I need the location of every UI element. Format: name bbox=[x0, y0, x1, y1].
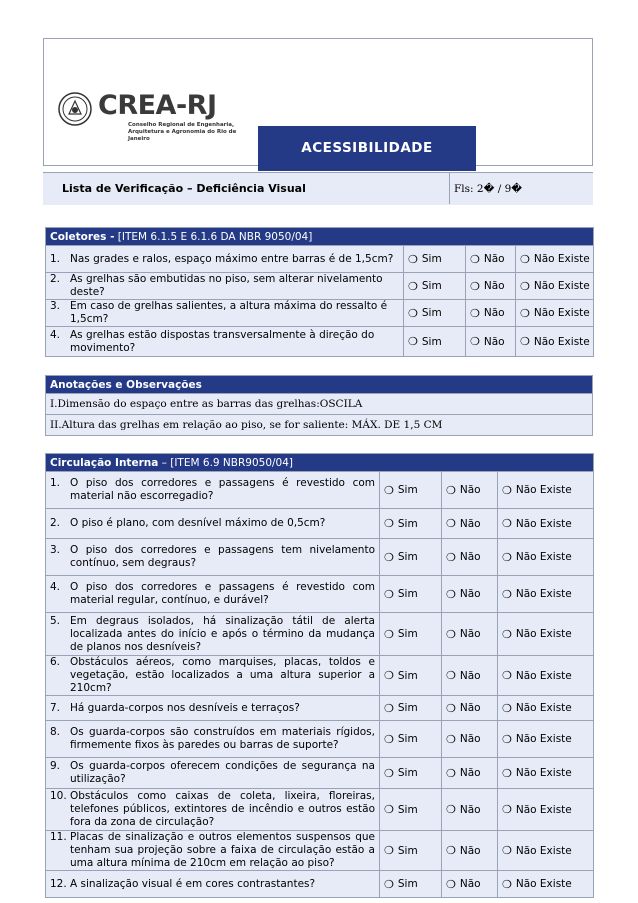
option-nao-existe[interactable] bbox=[502, 484, 572, 497]
option-label: Não bbox=[459, 733, 481, 745]
radio-circle-icon[interactable]: ❍ bbox=[446, 701, 456, 715]
question-row bbox=[46, 300, 594, 327]
option-nao-existe[interactable] bbox=[502, 878, 572, 891]
option-label: Não bbox=[459, 844, 481, 857]
question-text: Obstáculos como caixas de coleta, lixeira, floreiras, telefones públicos, extintores de incêndio e outros estão fora da zona de circulação? bbox=[70, 790, 375, 828]
option-nao[interactable] bbox=[470, 307, 505, 320]
question-text: O piso dos corredores e passagens é revestido com material não escorregadio? bbox=[70, 477, 375, 502]
question-cell bbox=[46, 539, 380, 576]
option-label: Sim bbox=[421, 335, 442, 348]
option-nao-cell bbox=[442, 539, 498, 576]
question-row bbox=[46, 758, 594, 789]
option-label: Não bbox=[483, 307, 505, 319]
option-label: Sim bbox=[421, 307, 442, 319]
question-cell bbox=[46, 656, 380, 696]
option-nao-existe-cell bbox=[498, 613, 594, 656]
question-number: 6. bbox=[50, 656, 61, 668]
option-label: Sim bbox=[397, 844, 418, 857]
option-nao-existe-cell bbox=[498, 721, 594, 758]
option-label: Não Existe bbox=[533, 307, 590, 319]
option-label: Não Existe bbox=[515, 702, 572, 714]
option-nao-cell bbox=[442, 696, 498, 721]
logo-text: CREA-RJ bbox=[98, 90, 217, 121]
option-sim[interactable] bbox=[408, 253, 442, 266]
option-sim[interactable] bbox=[384, 669, 418, 682]
radio-circle-icon[interactable]: ❍ bbox=[470, 279, 480, 293]
radio-circle-icon[interactable]: ❍ bbox=[446, 517, 456, 530]
question-cell bbox=[46, 789, 380, 831]
form-header bbox=[43, 38, 593, 195]
option-nao-cell bbox=[442, 576, 498, 613]
list-title: Lista de Verificação – Deficiência Visual bbox=[62, 182, 306, 195]
option-sim[interactable] bbox=[384, 551, 418, 564]
option-label: Sim bbox=[421, 280, 442, 292]
radio-circle-icon[interactable]: ❍ bbox=[502, 766, 512, 780]
option-sim[interactable] bbox=[408, 280, 442, 293]
question-number: 9. bbox=[50, 760, 61, 772]
option-sim[interactable] bbox=[384, 733, 418, 746]
radio-circle-icon[interactable]: ❍ bbox=[520, 252, 530, 266]
option-sim-cell bbox=[380, 472, 442, 509]
question-text: Obstáculos aéreos, como marquises, placas, toldos e vegetação, estão localizados a uma altura superior a 210cm? bbox=[70, 656, 375, 694]
option-sim-cell bbox=[380, 576, 442, 613]
option-label: Não bbox=[483, 253, 505, 265]
option-nao[interactable] bbox=[470, 335, 505, 348]
option-nao[interactable] bbox=[446, 803, 481, 816]
option-nao-cell bbox=[442, 509, 498, 539]
option-nao-existe-cell bbox=[516, 300, 594, 327]
question-row bbox=[46, 613, 594, 656]
question-row bbox=[46, 831, 594, 871]
radio-circle-icon[interactable]: ❍ bbox=[502, 587, 512, 601]
note-row bbox=[46, 415, 593, 436]
option-label: Sim bbox=[397, 803, 418, 816]
question-cell bbox=[46, 576, 380, 613]
option-sim[interactable] bbox=[408, 335, 442, 348]
option-nao-existe[interactable] bbox=[502, 588, 572, 601]
question-text: Os guarda-corpos são construídos em materiais rígidos, firmemente fixos às paredes ou barras de suporte? bbox=[70, 726, 375, 751]
radio-circle-icon[interactable]: ❍ bbox=[408, 252, 418, 266]
option-nao-existe-cell bbox=[498, 472, 594, 509]
option-nao-existe-cell bbox=[498, 539, 594, 576]
option-sim[interactable] bbox=[384, 803, 418, 816]
option-sim-cell bbox=[380, 789, 442, 831]
option-label: Não bbox=[459, 588, 481, 600]
radio-circle-icon[interactable]: ❍ bbox=[384, 766, 394, 780]
option-sim-cell bbox=[404, 273, 466, 300]
option-nao-existe[interactable] bbox=[502, 767, 572, 780]
section-title: Anotações e Observações bbox=[50, 378, 202, 391]
question-row bbox=[46, 246, 594, 273]
option-label: Não Existe bbox=[515, 733, 572, 745]
question-cell bbox=[46, 696, 380, 721]
note-text: II.Altura das grelhas em relação ao piso, se for saliente: MÁX. DE 1,5 CM bbox=[46, 415, 593, 436]
radio-circle-icon[interactable]: ❍ bbox=[446, 803, 456, 816]
page-count: Fls: 2� / 9� bbox=[454, 183, 523, 195]
option-nao-existe[interactable] bbox=[520, 335, 590, 348]
question-cell bbox=[46, 758, 380, 789]
option-nao-existe[interactable] bbox=[502, 517, 572, 530]
question-number: 4. bbox=[50, 328, 61, 341]
radio-circle-icon[interactable]: ❍ bbox=[446, 627, 456, 641]
radio-circle-icon[interactable]: ❍ bbox=[502, 550, 512, 564]
radio-circle-icon[interactable]: ❍ bbox=[502, 803, 512, 816]
coletores-table bbox=[45, 227, 594, 357]
question-text: O piso dos corredores e passagens tem nivelamento contínuo, sem degraus? bbox=[70, 544, 375, 569]
radio-circle-icon[interactable]: ❍ bbox=[502, 669, 512, 682]
option-nao[interactable] bbox=[446, 702, 481, 715]
question-text: Nas grades e ralos, espaço máximo entre barras é de 1,5cm? bbox=[70, 252, 394, 265]
question-row bbox=[46, 273, 594, 300]
option-sim[interactable] bbox=[384, 878, 418, 891]
radio-circle-icon[interactable]: ❍ bbox=[408, 306, 418, 320]
option-nao[interactable] bbox=[446, 588, 481, 601]
option-nao[interactable] bbox=[446, 733, 481, 746]
radio-circle-icon[interactable]: ❍ bbox=[502, 732, 512, 746]
question-cell bbox=[46, 472, 380, 509]
option-nao-existe[interactable] bbox=[502, 669, 572, 682]
question-number: 7. bbox=[50, 701, 61, 714]
question-number: 11. bbox=[50, 831, 67, 843]
question-number: 8. bbox=[50, 726, 61, 738]
radio-circle-icon[interactable]: ❍ bbox=[384, 803, 394, 816]
option-sim-cell bbox=[404, 300, 466, 327]
option-label: Não bbox=[483, 280, 505, 292]
question-number: 1. bbox=[50, 252, 61, 265]
option-label: Não bbox=[459, 517, 481, 530]
option-label: Não Existe bbox=[533, 253, 590, 265]
option-nao-cell bbox=[466, 327, 516, 357]
radio-circle-icon[interactable]: ❍ bbox=[520, 306, 530, 320]
option-nao-existe-cell bbox=[516, 246, 594, 273]
page-count-cell bbox=[449, 173, 592, 204]
option-nao-cell bbox=[442, 831, 498, 871]
option-nao-cell bbox=[466, 300, 516, 327]
option-label: Sim bbox=[397, 733, 418, 745]
option-label: Não Existe bbox=[533, 335, 590, 348]
option-nao-cell bbox=[442, 871, 498, 898]
question-number: 1. bbox=[50, 477, 61, 489]
option-label: Não Existe bbox=[515, 803, 572, 816]
option-sim-cell bbox=[404, 327, 466, 357]
radio-circle-icon[interactable]: ❍ bbox=[502, 844, 512, 857]
option-label: Não bbox=[459, 702, 481, 714]
question-cell bbox=[46, 613, 380, 656]
section-title: Coletores - bbox=[50, 230, 115, 243]
option-label: Não bbox=[459, 803, 481, 816]
radio-circle-icon[interactable]: ❍ bbox=[520, 279, 530, 293]
option-label: Sim bbox=[397, 517, 418, 530]
option-label: Não Existe bbox=[515, 628, 572, 640]
option-label: Não Existe bbox=[533, 280, 590, 292]
question-row bbox=[46, 539, 594, 576]
radio-circle-icon[interactable]: ❍ bbox=[384, 587, 394, 601]
page-title: ACESSIBILIDADE bbox=[258, 126, 476, 171]
section-ref: – [ITEM 6.9 NBR9050/04] bbox=[161, 456, 293, 469]
option-nao-cell bbox=[442, 656, 498, 696]
option-nao-existe-cell bbox=[498, 576, 594, 613]
option-label: Sim bbox=[421, 253, 442, 265]
radio-circle-icon[interactable]: ❍ bbox=[446, 587, 456, 601]
radio-circle-icon[interactable]: ❍ bbox=[470, 252, 480, 266]
option-label: Não Existe bbox=[515, 844, 572, 857]
question-cell bbox=[46, 273, 404, 300]
note-text: I.Dimensão do espaço entre as barras das grelhas:OSCILA bbox=[46, 394, 593, 415]
question-number: 5. bbox=[50, 614, 61, 627]
question-row bbox=[46, 327, 594, 357]
question-number: 2. bbox=[50, 517, 61, 529]
question-cell bbox=[46, 871, 380, 898]
option-nao[interactable] bbox=[446, 844, 481, 857]
option-label: Não bbox=[459, 878, 481, 890]
question-number: 2. bbox=[50, 273, 61, 285]
option-label: Sim bbox=[397, 551, 418, 563]
question-text: Placas de sinalização e outros elementos suspensos que tenham sua projeção sobre a faixa de circulação estão a uma altura mínima de 210cm em relação ao piso? bbox=[70, 831, 375, 869]
option-nao-existe[interactable] bbox=[520, 280, 590, 293]
option-nao-cell bbox=[466, 246, 516, 273]
option-label: Não bbox=[459, 669, 481, 682]
option-nao[interactable] bbox=[470, 280, 505, 293]
option-nao-existe-cell bbox=[498, 871, 594, 898]
question-row bbox=[46, 871, 594, 898]
radio-circle-icon[interactable]: ❍ bbox=[384, 669, 394, 682]
section-header bbox=[46, 454, 594, 472]
option-sim-cell bbox=[380, 758, 442, 789]
option-sim-cell bbox=[380, 721, 442, 758]
option-sim-cell bbox=[380, 539, 442, 576]
radio-circle-icon[interactable]: ❍ bbox=[470, 306, 480, 320]
radio-circle-icon[interactable]: ❍ bbox=[502, 627, 512, 641]
crea-logo bbox=[58, 89, 258, 141]
option-nao-existe[interactable] bbox=[520, 253, 590, 266]
option-label: Sim bbox=[397, 878, 418, 890]
option-label: Sim bbox=[397, 702, 418, 714]
option-sim[interactable] bbox=[384, 844, 418, 857]
option-label: Não Existe bbox=[515, 878, 572, 890]
option-sim-cell bbox=[404, 246, 466, 273]
header-subbar bbox=[43, 172, 593, 205]
option-sim[interactable] bbox=[384, 767, 418, 780]
radio-circle-icon[interactable]: ❍ bbox=[502, 483, 512, 497]
question-row bbox=[46, 789, 594, 831]
radio-circle-icon[interactable]: ❍ bbox=[446, 844, 456, 857]
option-sim-cell bbox=[380, 696, 442, 721]
question-text: Há guarda-corpos nos desníveis e terraços? bbox=[70, 701, 300, 714]
question-row bbox=[46, 696, 594, 721]
radio-circle-icon[interactable]: ❍ bbox=[384, 701, 394, 715]
question-cell bbox=[46, 509, 380, 539]
question-row bbox=[46, 472, 594, 509]
option-nao[interactable] bbox=[446, 878, 481, 891]
section-header bbox=[46, 228, 594, 246]
option-label: Não bbox=[459, 628, 481, 640]
option-label: Não Existe bbox=[515, 551, 572, 563]
option-nao-existe[interactable] bbox=[502, 733, 572, 746]
question-number: 4. bbox=[50, 581, 61, 593]
radio-circle-icon[interactable]: ❍ bbox=[384, 844, 394, 857]
option-label: Não Existe bbox=[515, 484, 572, 496]
option-sim[interactable] bbox=[384, 517, 418, 530]
option-label: Não Existe bbox=[515, 669, 572, 682]
option-nao-existe[interactable] bbox=[502, 844, 572, 857]
radio-circle-icon[interactable]: ❍ bbox=[384, 483, 394, 497]
question-text: A sinalização visual é em cores contrastantes? bbox=[70, 877, 316, 890]
radio-circle-icon[interactable]: ❍ bbox=[408, 335, 418, 348]
option-nao-existe-cell bbox=[498, 789, 594, 831]
option-nao-cell bbox=[442, 613, 498, 656]
radio-circle-icon[interactable]: ❍ bbox=[384, 517, 394, 530]
option-label: Sim bbox=[397, 669, 418, 682]
question-text: As grelhas estão dispostas transversalmente à direção do movimento? bbox=[70, 328, 375, 354]
question-cell bbox=[46, 300, 404, 327]
crea-seal-icon bbox=[58, 92, 92, 126]
option-nao-existe-cell bbox=[498, 831, 594, 871]
option-label: Não bbox=[459, 767, 481, 779]
logo-subtitle: Conselho Regional de Engenharia, Arquitetura e Agronomia do Rio de Janeiro bbox=[128, 122, 237, 142]
option-nao[interactable] bbox=[446, 669, 481, 682]
option-label: Não bbox=[483, 335, 505, 348]
question-row bbox=[46, 576, 594, 613]
option-nao-existe-cell bbox=[498, 509, 594, 539]
option-sim-cell bbox=[380, 656, 442, 696]
option-nao-cell bbox=[442, 758, 498, 789]
option-nao-existe[interactable] bbox=[502, 803, 572, 816]
question-number: 3. bbox=[50, 300, 61, 312]
option-label: Sim bbox=[397, 628, 418, 640]
question-row bbox=[46, 509, 594, 539]
radio-circle-icon[interactable]: ❍ bbox=[384, 550, 394, 564]
option-nao-existe[interactable] bbox=[520, 307, 590, 320]
option-sim[interactable] bbox=[384, 628, 418, 641]
radio-circle-icon[interactable]: ❍ bbox=[446, 766, 456, 780]
option-label: Não Existe bbox=[515, 767, 572, 779]
option-sim[interactable] bbox=[384, 484, 418, 497]
option-nao-existe-cell bbox=[498, 758, 594, 789]
option-sim-cell bbox=[380, 871, 442, 898]
circulacao-table bbox=[45, 453, 594, 898]
question-row bbox=[46, 721, 594, 758]
option-nao[interactable] bbox=[446, 551, 481, 564]
radio-circle-icon[interactable]: ❍ bbox=[446, 483, 456, 497]
radio-circle-icon[interactable]: ❍ bbox=[384, 877, 394, 891]
option-label: Não Existe bbox=[515, 517, 572, 530]
option-sim-cell bbox=[380, 509, 442, 539]
option-nao-existe-cell bbox=[516, 273, 594, 300]
option-nao[interactable] bbox=[446, 484, 481, 497]
note-row bbox=[46, 394, 593, 415]
question-cell bbox=[46, 246, 404, 273]
section-ref: [ITEM 6.1.5 E 6.1.6 DA NBR 9050/04] bbox=[117, 230, 313, 243]
option-nao-cell bbox=[442, 472, 498, 509]
radio-circle-icon[interactable]: ❍ bbox=[446, 877, 456, 891]
option-label: Não Existe bbox=[515, 588, 572, 600]
option-nao-existe[interactable] bbox=[502, 628, 572, 641]
anotacoes-table bbox=[45, 375, 593, 436]
section-header bbox=[46, 376, 593, 394]
option-label: Não bbox=[459, 551, 481, 563]
radio-circle-icon[interactable]: ❍ bbox=[502, 517, 512, 530]
question-row bbox=[46, 656, 594, 696]
option-label: Sim bbox=[397, 588, 418, 600]
question-number: 3. bbox=[50, 544, 61, 556]
option-sim[interactable] bbox=[384, 588, 418, 601]
radio-circle-icon[interactable]: ❍ bbox=[408, 279, 418, 293]
option-nao[interactable] bbox=[446, 628, 481, 641]
question-text: Em caso de grelhas salientes, a altura máxima do ressalto é 1,5cm? bbox=[70, 300, 388, 325]
question-cell bbox=[46, 831, 380, 871]
radio-circle-icon[interactable]: ❍ bbox=[520, 335, 530, 348]
question-text: Em degraus isolados, há sinalização tátil de alerta localizada antes do início e após o término da mudança de planos nos desníveis? bbox=[70, 614, 375, 653]
question-cell bbox=[46, 721, 380, 758]
option-nao-cell bbox=[442, 721, 498, 758]
radio-circle-icon[interactable]: ❍ bbox=[446, 550, 456, 564]
option-nao[interactable] bbox=[470, 253, 505, 266]
option-nao[interactable] bbox=[446, 767, 481, 780]
question-cell bbox=[46, 327, 404, 357]
option-sim[interactable] bbox=[408, 307, 442, 320]
option-nao-existe-cell bbox=[516, 327, 594, 357]
question-number: 10. bbox=[50, 790, 67, 802]
section-title: Circulação Interna bbox=[50, 456, 159, 469]
radio-circle-icon[interactable]: ❍ bbox=[470, 335, 480, 348]
option-nao-existe-cell bbox=[498, 696, 594, 721]
option-label: Sim bbox=[397, 484, 418, 496]
option-nao-existe-cell bbox=[498, 656, 594, 696]
question-text: O piso dos corredores e passagens é revestido com material regular, contínuo, e durável? bbox=[70, 581, 375, 606]
option-sim-cell bbox=[380, 613, 442, 656]
option-nao-cell bbox=[466, 273, 516, 300]
radio-circle-icon[interactable]: ❍ bbox=[446, 732, 456, 746]
option-label: Não bbox=[459, 484, 481, 496]
radio-circle-icon[interactable]: ❍ bbox=[502, 701, 512, 715]
radio-circle-icon[interactable]: ❍ bbox=[446, 669, 456, 682]
question-number: 12. bbox=[50, 877, 67, 890]
option-sim-cell bbox=[380, 831, 442, 871]
option-label: Sim bbox=[397, 767, 418, 779]
option-nao-cell bbox=[442, 789, 498, 831]
option-nao-existe[interactable] bbox=[502, 551, 572, 564]
radio-circle-icon[interactable]: ❍ bbox=[502, 877, 512, 891]
option-sim[interactable] bbox=[384, 702, 418, 715]
question-text: Os guarda-corpos oferecem condições de segurança na utilização? bbox=[70, 760, 375, 785]
radio-circle-icon[interactable]: ❍ bbox=[384, 732, 394, 746]
question-text: O piso é plano, com desnível máximo de 0,5cm? bbox=[70, 517, 326, 529]
radio-circle-icon[interactable]: ❍ bbox=[384, 627, 394, 641]
option-nao-existe[interactable] bbox=[502, 702, 572, 715]
option-nao[interactable] bbox=[446, 517, 481, 530]
question-text: As grelhas são embutidas no piso, sem alterar nivelamento deste? bbox=[70, 273, 383, 298]
